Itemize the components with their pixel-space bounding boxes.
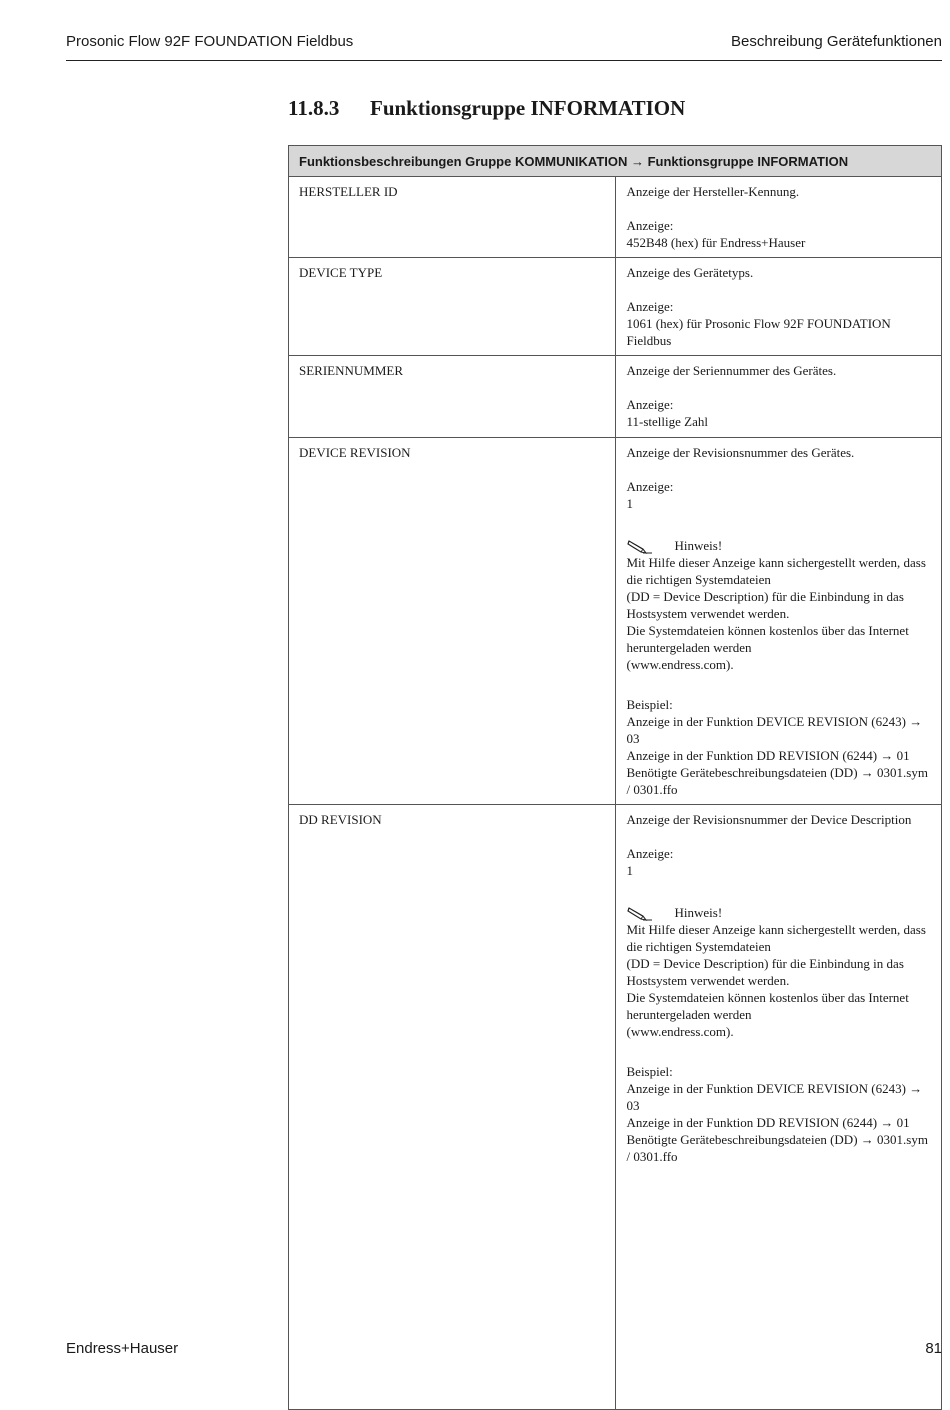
note-heading [627, 537, 932, 554]
note-line: (www.endress.com). [626, 657, 734, 672]
description-text: Anzeige der Revisionsnummer der Device Description [626, 812, 912, 827]
header-product-name: Prosonic Flow 92F FOUNDATION Fieldbus [66, 33, 354, 50]
section-heading [288, 96, 685, 121]
function-description [615, 356, 942, 438]
description-text: Anzeige der Seriennummer des Gerätes. [626, 363, 837, 378]
example-line: Anzeige in der Funktion DD REVISION (6244) → 01 [626, 1115, 910, 1130]
display-label: Anzeige: [626, 479, 674, 494]
note-line: (DD = Device Description) für die Einbindung in das Hostsystem verwendet werden. [626, 589, 904, 621]
function-name: DEVICE TYPE [289, 258, 616, 356]
pencil-icon [627, 538, 653, 554]
footer-company: Endress+Hauser [66, 1340, 179, 1357]
table-row [289, 258, 942, 356]
display-value: 1061 (hex) für Prosonic Flow 92F FOUNDATION Fieldbus [626, 316, 891, 348]
section-number: 11.8.3 [288, 96, 340, 120]
table-row [289, 805, 942, 1410]
function-description [615, 438, 942, 805]
note-heading [627, 904, 932, 921]
example-line: Benötigte Gerätebeschreibungsdateien (DD) → 0301.sym / 0301.ffo [626, 765, 928, 797]
example-line: Anzeige in der Funktion DEVICE REVISION (6243) → 03 [626, 714, 923, 746]
note-line: Die Systemdateien können kostenlos über das Internet heruntergeladen werden [626, 990, 909, 1022]
note-title: Hinweis! [674, 905, 723, 920]
table-row [289, 177, 942, 258]
description-text: Anzeige des Gerätetyps. [626, 265, 754, 280]
note-line: Mit Hilfe dieser Anzeige kann sichergestellt werden, dass die richtigen Systemdateien [626, 922, 926, 954]
description-text: Anzeige der Hersteller-Kennung. [626, 184, 800, 199]
example-line: Anzeige in der Funktion DEVICE REVISION (6243) → 03 [626, 1081, 923, 1113]
display-label: Anzeige: [626, 218, 674, 233]
function-description [615, 258, 942, 356]
example-line: Benötigte Gerätebeschreibungsdateien (DD) → 0301.sym / 0301.ffo [626, 1132, 928, 1164]
display-value: 1 [626, 496, 633, 511]
pencil-icon [627, 905, 653, 921]
function-name: SERIENNUMMER [289, 356, 616, 438]
note-line: (DD = Device Description) für die Einbindung in das Hostsystem verwendet werden. [626, 956, 904, 988]
table-row [289, 438, 942, 805]
display-label: Anzeige: [626, 397, 674, 412]
display-value: 1 [626, 863, 633, 878]
example-line: Anzeige in der Funktion DD REVISION (6244) → 01 [626, 748, 910, 763]
note-line: (www.endress.com). [626, 1024, 734, 1039]
function-name: DEVICE REVISION [289, 438, 616, 805]
function-name: DD REVISION [289, 805, 616, 1410]
note-title: Hinweis! [674, 538, 723, 553]
header-chapter-name: Beschreibung Gerätefunktionen [731, 33, 942, 50]
display-label: Anzeige: [626, 846, 674, 861]
function-table [288, 145, 942, 1410]
function-description [615, 805, 942, 1410]
example-title: Beispiel: [626, 1064, 673, 1079]
section-title: Funktionsgruppe INFORMATION [370, 96, 686, 120]
table-row [289, 356, 942, 438]
table-caption: Funktionsbeschreibungen Gruppe KOMMUNIKATION → Funktionsgruppe INFORMATION [289, 146, 942, 177]
note-line: Mit Hilfe dieser Anzeige kann sichergestellt werden, dass die richtigen Systemdateien [626, 555, 926, 587]
display-value: 452B48 (hex) für Endress+Hauser [626, 235, 806, 250]
function-description [615, 177, 942, 258]
description-text: Anzeige der Revisionsnummer des Gerätes. [626, 445, 855, 460]
table-caption-row [289, 146, 942, 177]
note-line: Die Systemdateien können kostenlos über das Internet heruntergeladen werden [626, 623, 909, 655]
display-value: 11-stellige Zahl [626, 414, 708, 429]
page-number: 81 [925, 1340, 942, 1357]
example-title: Beispiel: [626, 697, 673, 712]
function-name: HERSTELLER ID [289, 177, 616, 258]
display-label: Anzeige: [626, 299, 674, 314]
page-header [66, 30, 942, 61]
